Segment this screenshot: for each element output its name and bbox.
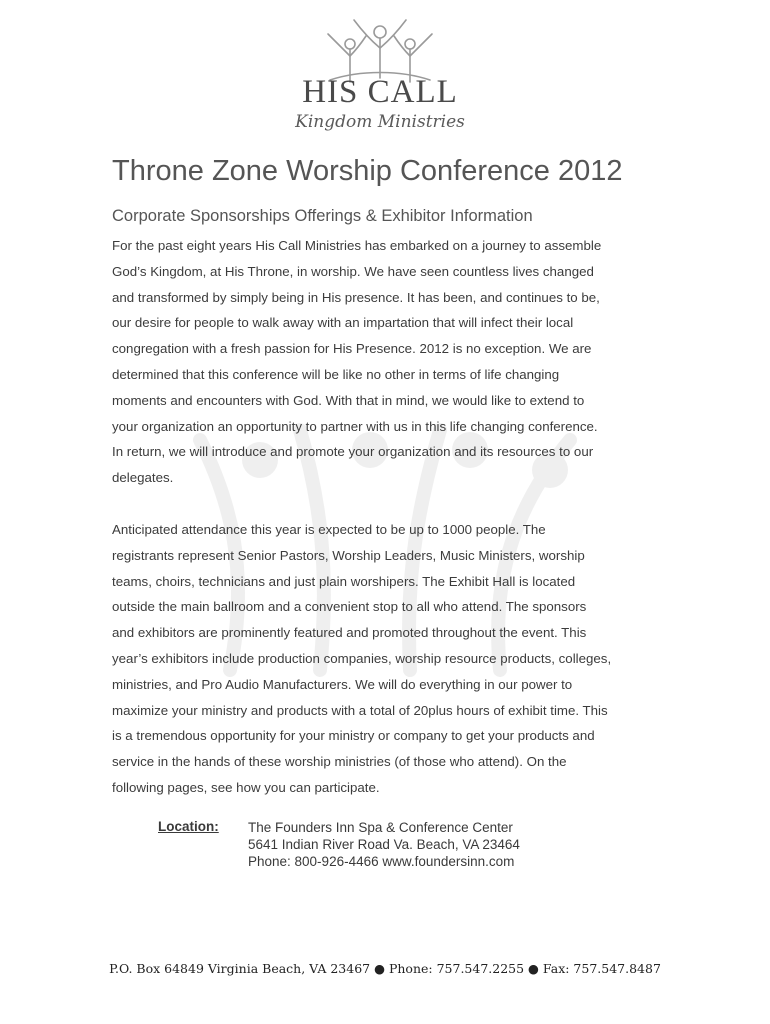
paragraph-line: year’s exhibitors include production companies, worship resource products, colleges, <box>112 650 612 666</box>
paragraph-line: moments and encounters with God. With that in mind, we would like to extend to <box>112 392 585 408</box>
paragraph-line: and exhibitors are prominently featured and promoted throughout the event. This <box>112 625 587 641</box>
logo-subtitle: Kingdom Ministries <box>295 112 465 132</box>
paragraph-line: teams, choirs, technicians and just plain worshipers. The Exhibit Hall is located <box>112 573 576 589</box>
paragraph-line: God’s Kingdom, at His Throne, in worship. We have seen countless lives changed <box>112 263 594 279</box>
paragraph-line: congregation with a fresh passion for His Presence. 2012 is no exception. We are <box>112 341 592 357</box>
his-call-logo <box>280 18 480 138</box>
venue-address: 5641 Indian River Road Va. Beach, VA 23464 <box>248 837 520 852</box>
paragraph-line: delegates. <box>112 470 174 486</box>
paragraph-line: following pages, see how you can participate. <box>112 779 380 795</box>
venue-contact: Phone: 800-926-4466 www.foundersinn.com <box>248 854 515 869</box>
paragraph-line: registrants represent Senior Pastors, Worship Leaders, Music Ministers, worship <box>112 547 585 563</box>
paragraph-line: service in the hands of these worship ministries (of those who attend). On the <box>112 754 567 770</box>
paragraph-line: is a tremendous opportunity for your ministry or company to get your products and <box>112 728 595 744</box>
paragraph-line: outside the main ballroom and a convenient stop to all who attend. The sponsors <box>112 599 587 615</box>
document-title: Throne Zone Worship Conference 2012 <box>112 155 623 187</box>
paragraph-line: and transformed by simply being in His presence. It has been, and continues to be, <box>112 289 600 305</box>
paragraph-line: ministries, and Pro Audio Manufacturers. We will do everything in our power to <box>112 676 573 692</box>
paragraph-line: In return, we will introduce and promote your organization and its resources to our <box>112 444 594 460</box>
footer-contact: P.O. Box 64849 Virginia Beach, VA 23467 ● Phone: 757.547.2255 ● Fax: 757.547.8487 <box>109 961 661 976</box>
body-text <box>112 233 667 801</box>
document-subtitle: Corporate Sponsorships Offerings & Exhibitor Information <box>112 207 533 225</box>
venue-name: The Founders Inn Spa & Conference Center <box>248 820 513 835</box>
location-block <box>158 819 520 870</box>
intro-paragraph <box>112 233 667 491</box>
paragraph-line: our desire for people to walk away with an impartation that will infect their local <box>112 315 574 331</box>
paragraph-line: maximize your ministry and products with a total of 20plus hours of exhibit time. This <box>112 702 608 718</box>
location-label: Location: <box>158 819 219 834</box>
paragraph-line: Anticipated attendance this year is expected to be up to 1000 people. The <box>112 521 546 537</box>
logo-title: HIS CALL <box>302 74 458 110</box>
paragraph-line: determined that this conference will be like no other in terms of life changing <box>112 366 560 382</box>
attendance-paragraph <box>112 517 667 801</box>
location-details <box>248 819 520 870</box>
paragraph-line: For the past eight years His Call Ministries has embarked on a journey to assemble <box>112 238 602 253</box>
paragraph-line: your organization an opportunity to partner with us in this life changing conference. <box>112 418 598 434</box>
